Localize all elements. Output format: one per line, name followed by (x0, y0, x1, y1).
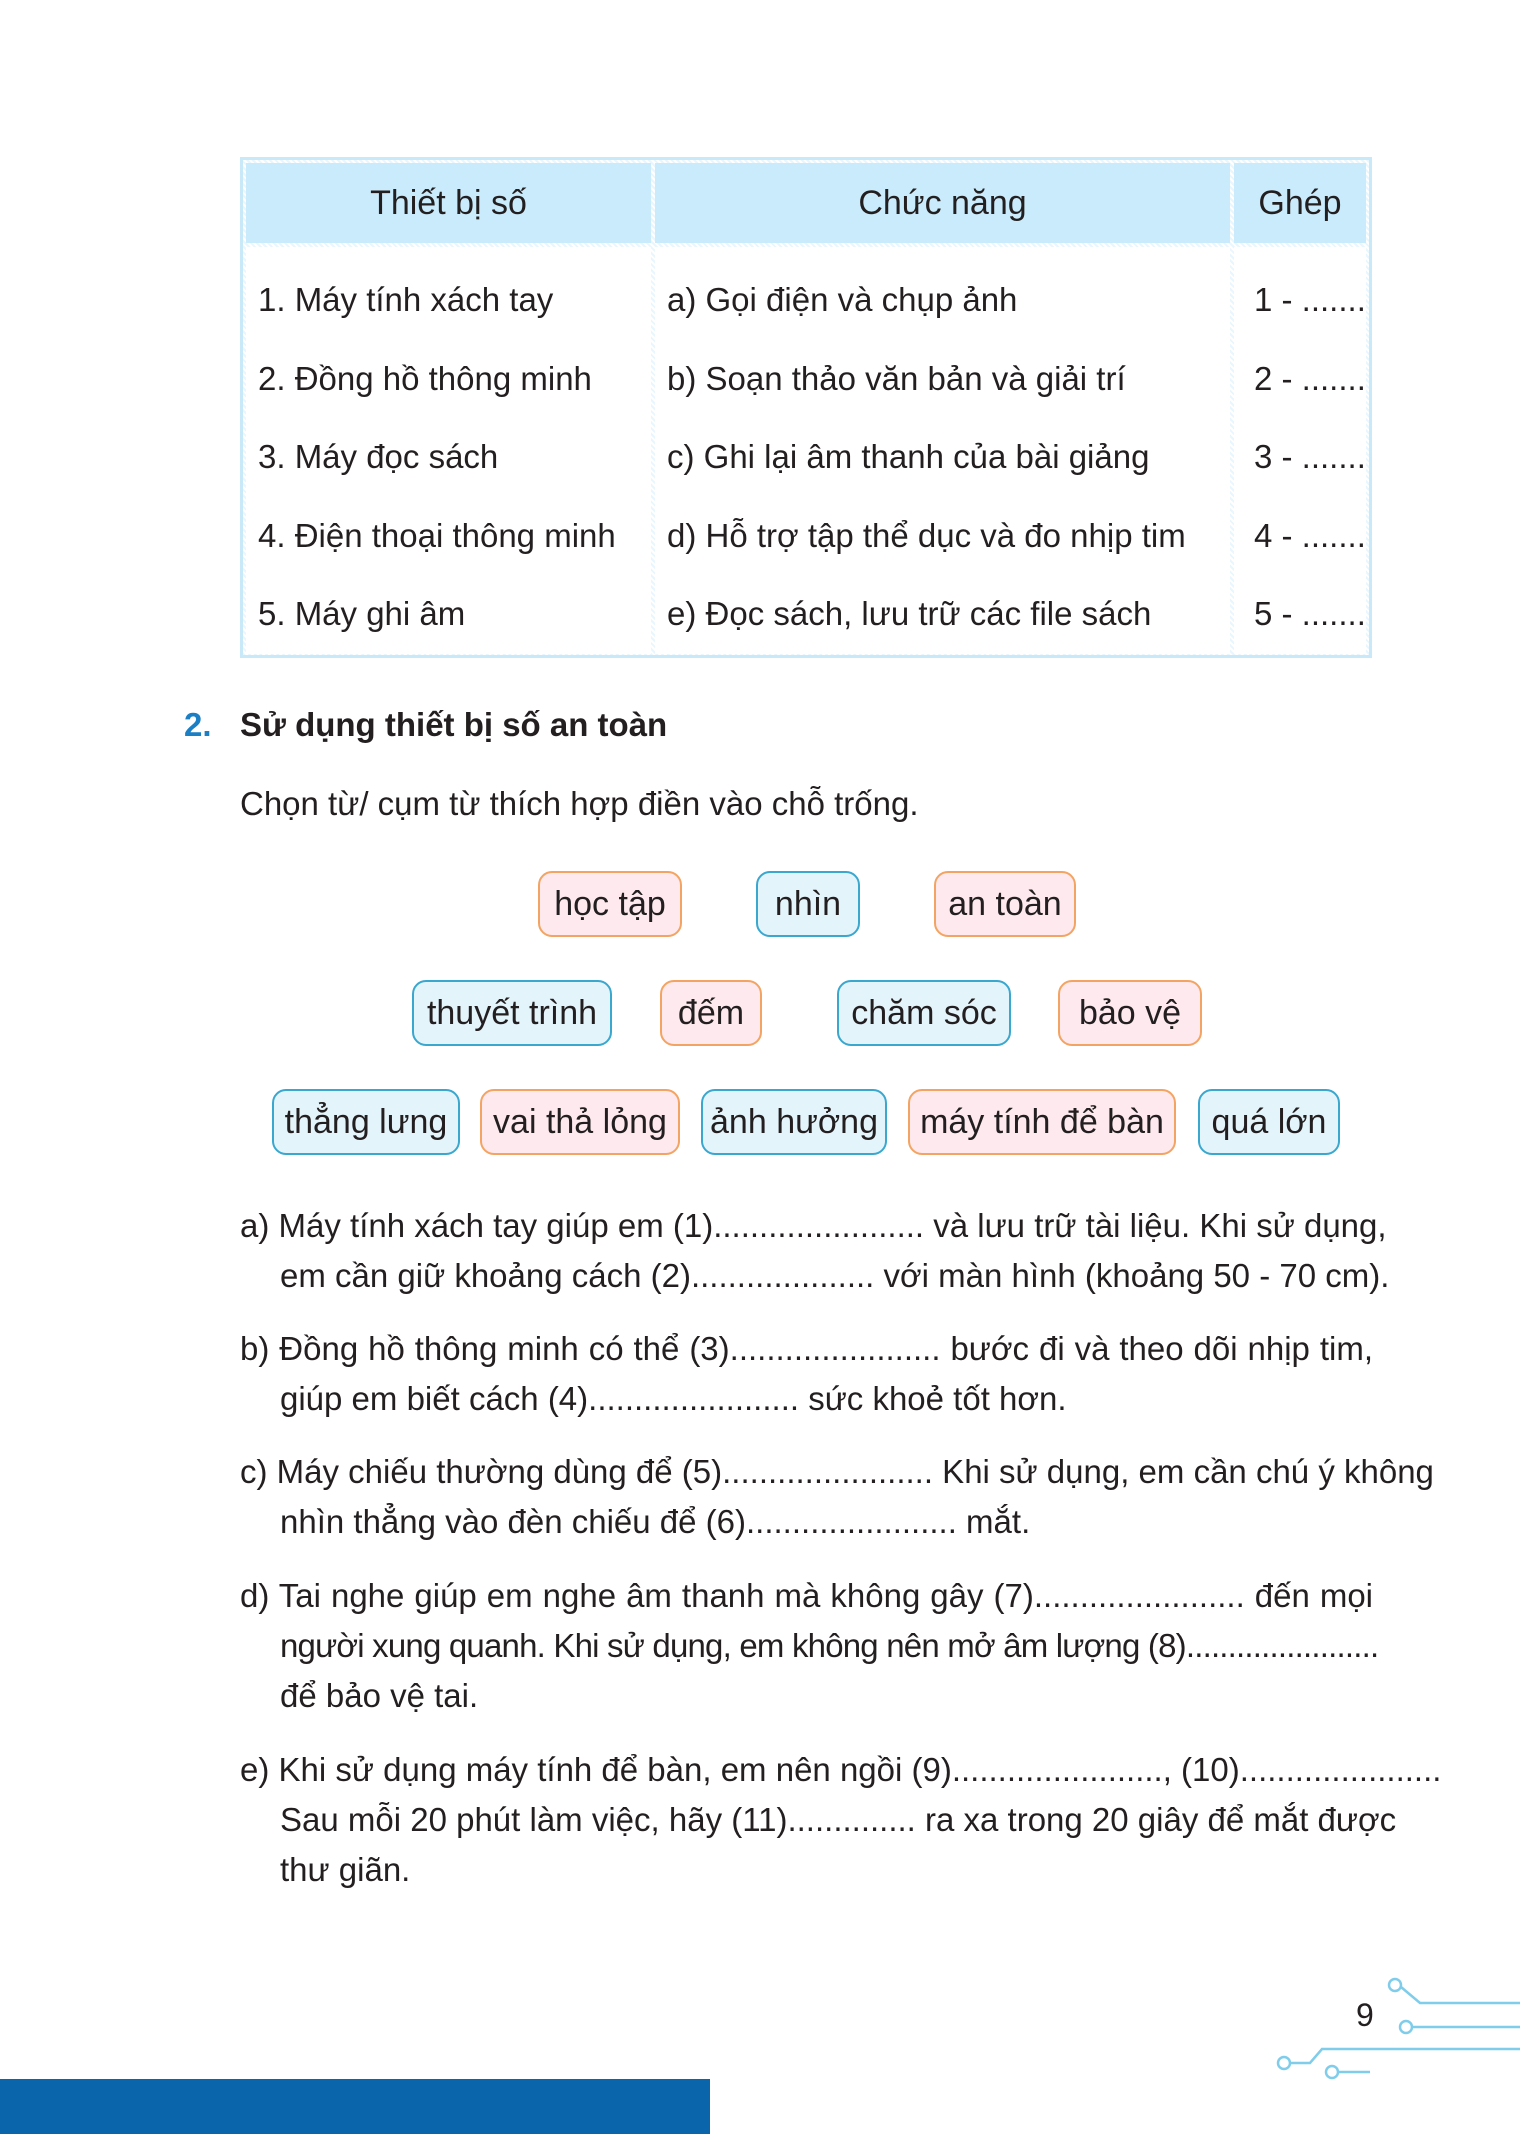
match-blank[interactable]: 3 - ....... (1254, 438, 1366, 476)
match-column (1234, 247, 1366, 654)
exercise-line: nhìn thẳng vào đèn chiếu để (6)....................... mắt. (280, 1503, 1031, 1540)
instruction-text: Chọn từ/ cụm từ thích hợp điền vào chỗ trống. (240, 785, 919, 822)
exercise-line: a) Máy tính xách tay giúp em (1)....................... và lưu trữ tài liệu. Khi sử dụng, (240, 1207, 1387, 1244)
circuit-decoration-icon (1270, 1975, 1520, 2085)
exercise-d (240, 1571, 1379, 1721)
word-chip[interactable]: vai thả lỏng (480, 1089, 680, 1155)
exercise-line: thư giãn. (280, 1851, 411, 1888)
function-cell: e) Đọc sách, lưu trữ các file sách (667, 595, 1152, 633)
match-blank[interactable]: 1 - ....... (1254, 281, 1366, 319)
match-blank[interactable]: 4 - ....... (1254, 516, 1366, 554)
exercise-a (240, 1201, 1390, 1301)
exercise-line: e) Khi sử dụng máy tính để bàn, em nên ngồi (9)......................., (10)...................... (240, 1751, 1442, 1788)
section-number: 2. (184, 706, 212, 743)
word-chip[interactable]: thẳng lưng (272, 1089, 460, 1155)
exercise-e (240, 1745, 1442, 1895)
word-chip[interactable]: an toàn (934, 871, 1076, 937)
header-function: Chức năng (655, 163, 1230, 243)
exercise-line: d) Tai nghe giúp em nghe âm thanh mà không gây (7)....................... đến mọi (240, 1577, 1373, 1614)
exercise-line: để bảo vệ tai. (280, 1677, 479, 1714)
word-chip[interactable]: chăm sóc (837, 980, 1011, 1046)
exercise-line: c) Máy chiếu thường dùng để (5)....................... Khi sử dụng, em cần chú ý không (240, 1453, 1434, 1490)
match-blank[interactable]: 5 - ....... (1254, 595, 1366, 633)
exercise-c (240, 1447, 1434, 1547)
word-chip[interactable]: học tập (538, 871, 682, 937)
word-chip[interactable]: thuyết trình (412, 980, 612, 1046)
exercise-line: người xung quanh. Khi sử dụng, em không nên mở âm lượng (8)....................... (280, 1627, 1379, 1664)
word-chip[interactable]: ảnh hưởng (701, 1089, 887, 1155)
footer-bar (0, 2079, 710, 2134)
page-number: 9 (1356, 1997, 1374, 2033)
match-blank[interactable]: 2 - ....... (1254, 359, 1366, 397)
exercise-line: giúp em biết cách (4)....................... sức khoẻ tốt hơn. (280, 1380, 1067, 1417)
exercise-line: Sau mỗi 20 phút làm việc, hãy (11).............. ra xa trong 20 giây để mắt được (280, 1801, 1397, 1838)
device-column (246, 247, 651, 654)
word-chip[interactable]: bảo vệ (1058, 980, 1202, 1046)
device-cell: 2. Đồng hồ thông minh (258, 359, 592, 397)
word-chip[interactable]: máy tính để bàn (908, 1089, 1176, 1155)
word-chip[interactable]: quá lớn (1198, 1089, 1340, 1155)
matching-table (240, 157, 1372, 658)
function-cell: a) Gọi điện và chụp ảnh (667, 281, 1018, 319)
device-cell: 1. Máy tính xách tay (258, 281, 554, 319)
function-cell: b) Soạn thảo văn bản và giải trí (667, 359, 1126, 397)
word-chip[interactable]: đếm (660, 980, 762, 1046)
header-device: Thiết bị số (246, 163, 651, 243)
device-cell: 3. Máy đọc sách (258, 438, 499, 476)
function-column (655, 247, 1230, 654)
exercise-line: em cần giữ khoảng cách (2).................... với màn hình (khoảng 50 - 70 cm). (280, 1257, 1390, 1294)
word-chip[interactable]: nhìn (756, 871, 860, 937)
function-cell: d) Hỗ trợ tập thể dục và đo nhịp tim (667, 516, 1186, 554)
section-title: Sử dụng thiết bị số an toàn (240, 706, 668, 743)
device-cell: 5. Máy ghi âm (258, 595, 466, 633)
device-cell: 4. Điện thoại thông minh (258, 516, 616, 554)
exercise-line: b) Đồng hồ thông minh có thể (3)....................... bước đi và theo dõi nhịp tim, (240, 1330, 1373, 1367)
function-cell: c) Ghi lại âm thanh của bài giảng (667, 438, 1150, 476)
exercise-b (240, 1324, 1373, 1424)
header-match: Ghép (1234, 163, 1366, 243)
